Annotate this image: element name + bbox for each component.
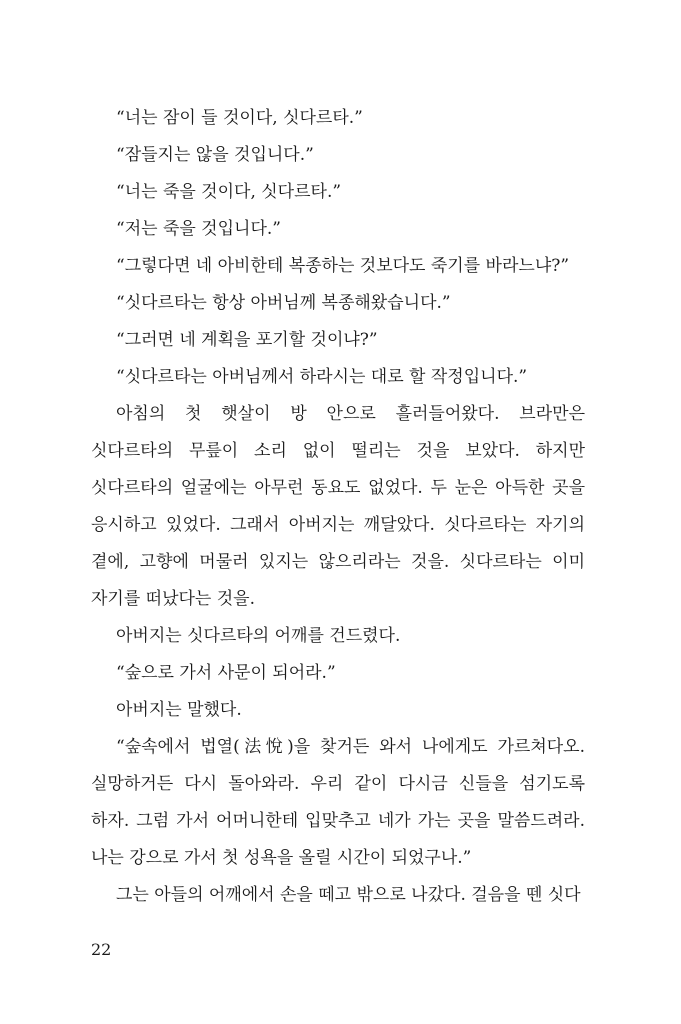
- paragraph: “그렇다면 네 아비한테 복종하는 것보다도 죽기를 바라느냐?”: [116, 256, 570, 276]
- paragraph: “너는 잠이 들 것이다, 싯다르타.”: [116, 108, 363, 128]
- paragraph: 아버지는 싯다르타의 어깨를 건드렸다.: [116, 626, 401, 646]
- page-number: 22: [91, 940, 112, 959]
- paragraph: “숲속에서 법열(法悅)을 찾거든 와서 나에게도 가르쳐다오. 실망하거든 다시 돌아와라. 우리 같이 다시금 신들을 섬기도록 하자. 그럼 가서 어머니한테 입맞추고 네가 가는 곳을 말씀드려라. 나는 강으로 가서 첫 성욕을 올릴 시간이 되었구나.”: [91, 737, 585, 868]
- paragraph: 아버지는 말했다.: [116, 700, 242, 720]
- paragraph: 아침의 첫 햇살이 방 안으로 흘러들어왔다. 브라만은 싯다르타의 무릎이 소리 없이 떨리는 것을 보았다. 하지만 싯다르타의 얼굴에는 아무런 동요도 없었다. 두 눈은 아득한 곳을 응시하고 있었다. 그래서 아버지는 깨달았다. 싯다르타는 자기의 곁에, 고향에 머물러 있지는 않으리라는 것을. 싯다르타는 이미 자기를 떠났다는 것을.: [91, 404, 585, 609]
- paragraph: “싯다르타는 항상 아버님께 복종해왔습니다.”: [116, 293, 451, 313]
- paragraph: “싯다르타는 아버님께서 하라시는 대로 할 작정입니다.”: [116, 367, 528, 387]
- paragraph: “너는 죽을 것이다, 싯다르타.”: [116, 182, 342, 202]
- paragraph: “그러면 네 계획을 포기할 것이냐?”: [116, 330, 378, 350]
- paragraph: “저는 죽을 것입니다.”: [116, 219, 281, 239]
- paragraph: “잠들지는 않을 것입니다.”: [116, 145, 314, 165]
- paragraph: “숲으로 가서 사문이 되어라.”: [116, 663, 336, 683]
- paragraph: 그는 아들의 어깨에서 손을 떼고 밖으로 나갔다. 걸음을 뗀 싯다: [116, 885, 581, 905]
- body-text: [91, 100, 585, 914]
